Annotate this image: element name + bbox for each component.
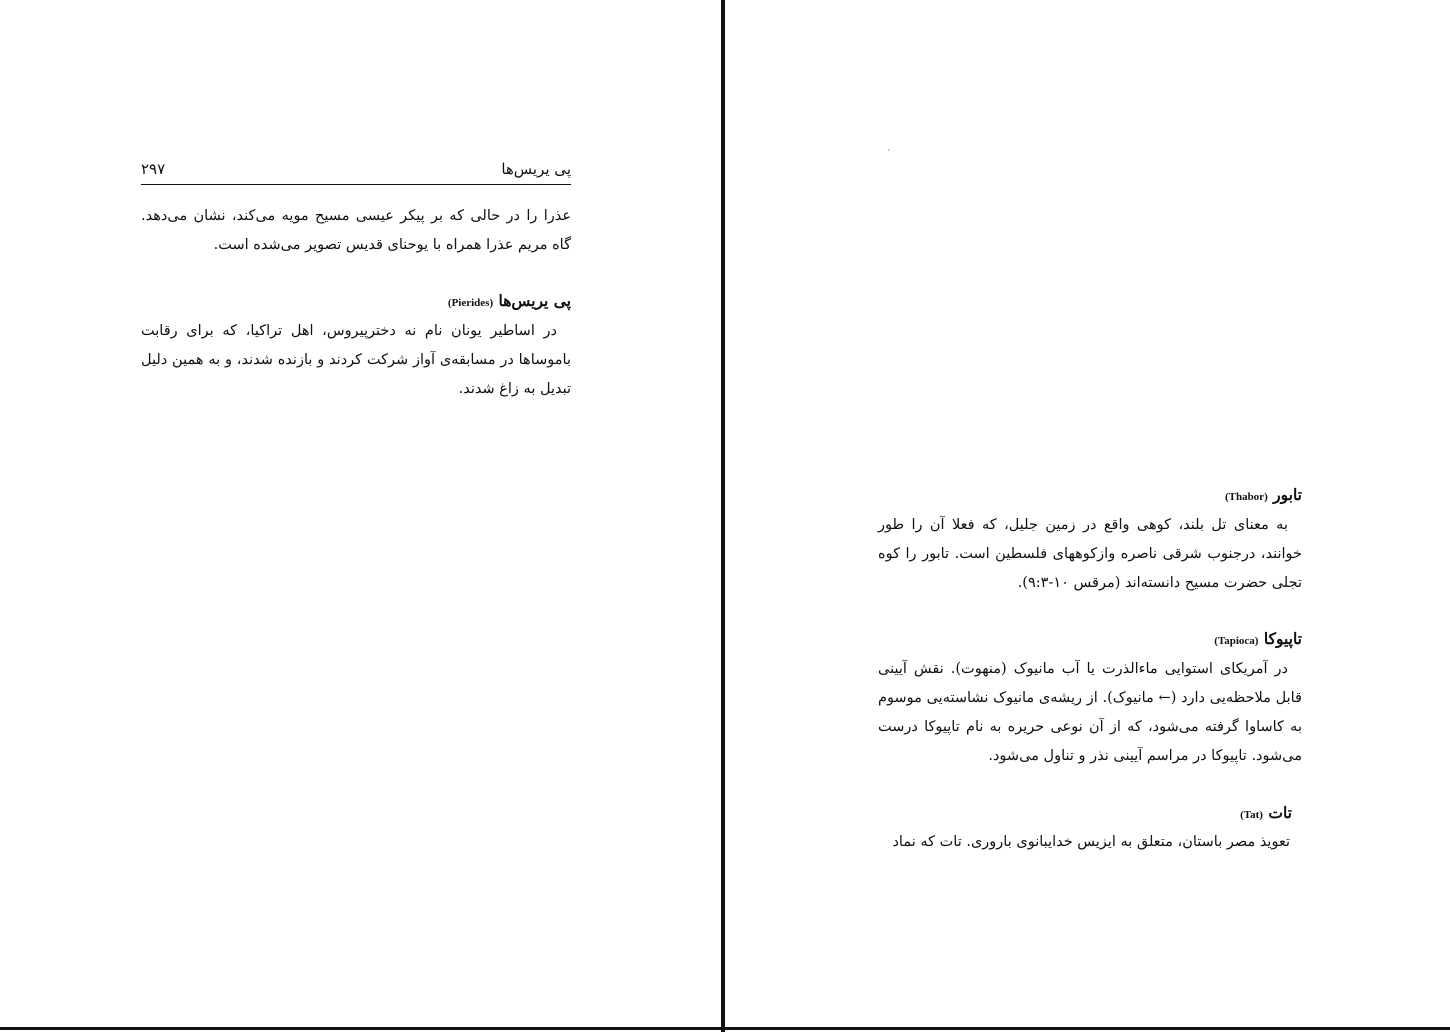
entry-heading-latin: (Tapioca) — [1214, 635, 1259, 647]
entry-heading-latin: (Tat) — [1240, 809, 1263, 821]
entry-heading-title: تابور — [1273, 485, 1302, 504]
bottom-rule — [0, 1027, 1450, 1030]
running-head — [141, 160, 571, 185]
entry-heading-thabor — [1225, 483, 1302, 509]
paragraph-text: عذرا را در حالی که بر پیکر عیسی مسیح مویه می‌کند، نشان می‌دهد. گاه مریم عذرا همراه با یوحنای قدیس تصویر می‌شده است. — [141, 208, 571, 253]
left-page — [0, 0, 721, 1024]
right-page — [725, 0, 1450, 1024]
entry-heading-tapioca — [1214, 627, 1302, 653]
entry-heading-latin: (Thabor) — [1224, 491, 1268, 503]
entry-heading-title: تات — [1268, 803, 1292, 822]
paragraph-text: به معنای تل بلند، کوهی واقع در زمین جلیل، که فعلا آن را طور خوانند، درجنوب شرقی ناصره وازکوههای فلسطین است. تابور را کوه تجلی حضرت مسیح دانسته‌اند (مرقس ۱۰-۹:۳). — [878, 517, 1302, 591]
entry-body-pierides — [141, 317, 571, 404]
entry-heading-latin: (Pierides) — [447, 297, 494, 309]
page-number: ۲۹۷ — [141, 160, 166, 178]
scan-speck — [888, 149, 890, 151]
entry-body-thabor — [878, 511, 1302, 598]
running-title: پی یریس‌ها — [501, 160, 571, 178]
entry-heading-title: پی یریس‌ها — [498, 291, 571, 310]
entry-heading-tat — [1240, 801, 1292, 827]
paragraph-text: تعویذ مصر باستان، متعلق به ایزیس خدایبانوی باروری. تات که نماد — [892, 834, 1290, 850]
paragraph-text: در آمریکای استوایی ماءالذرت یا آب مانیوک (منهوت). نقش آیینی قابل ملاحظه‌یی دارد (← مانیوک). از ریشه‌ی مانیوک نشاسته‌یی موسوم به کاساوا گرفته می‌شود، که از آن نوعی حریره به نام تاپیوکا درست می‌شود. تاپیوکا در مراسم آیینی نذر و تناول می‌شود. — [878, 661, 1302, 764]
entry-body-tat — [878, 828, 1290, 857]
entry-heading-pierides — [448, 289, 571, 315]
entry-body-tapioca — [878, 655, 1302, 771]
paragraph-text: در اساطیر یونان نام نه دخترپیروس، اهل تراکیا، که برای رقابت باموساها در مسابقه‌ی آواز شرکت کردند و بازنده شدند، و به همین دلیل تبدیل به زاغ شدند. — [141, 323, 571, 397]
entry-heading-title: تاپیوکا — [1263, 629, 1302, 648]
continuation-paragraph — [141, 202, 571, 260]
